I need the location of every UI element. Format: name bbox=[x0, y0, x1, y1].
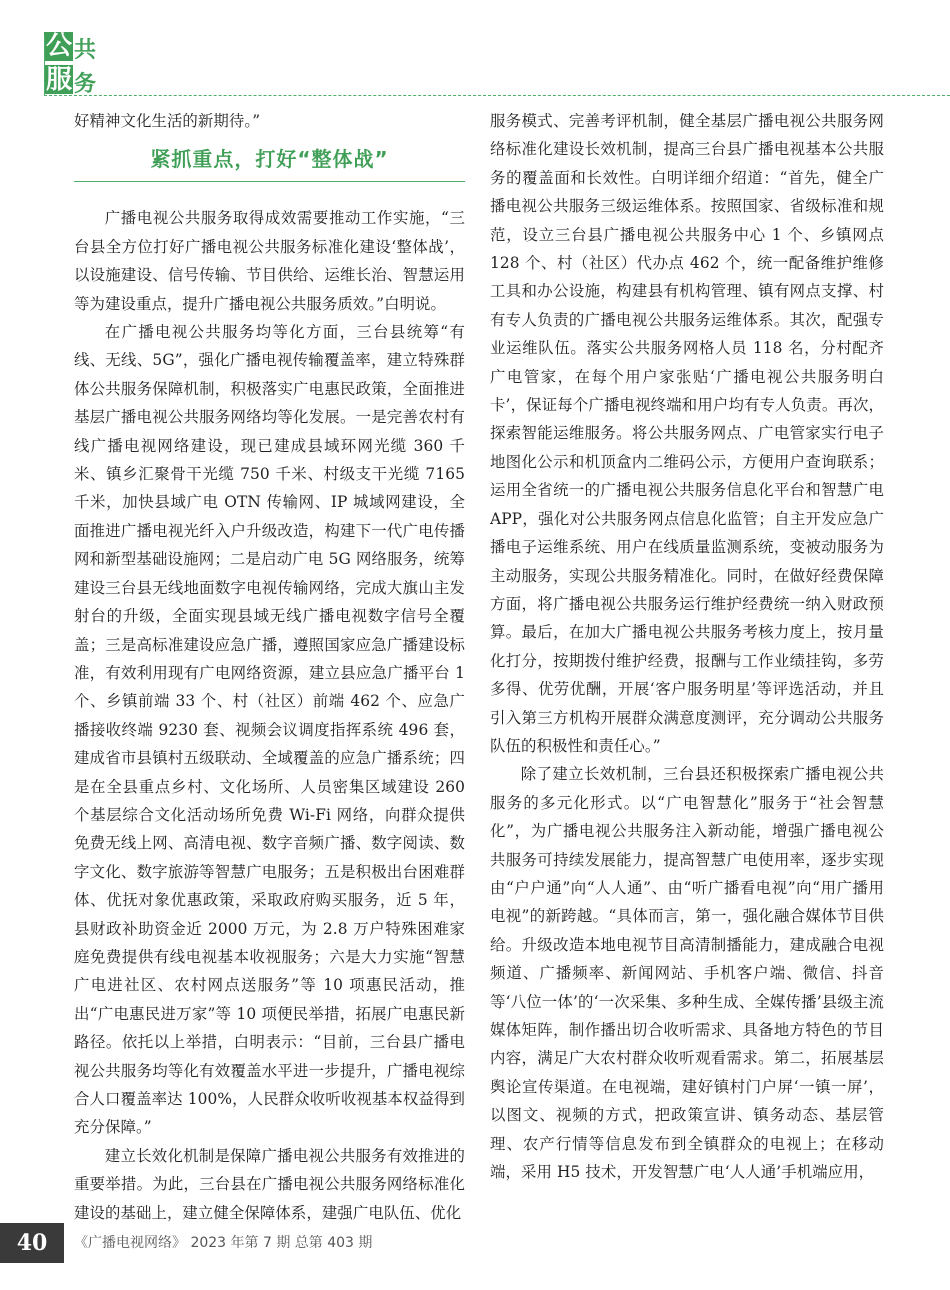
paragraph: 广播电视公共服务取得成效需要推动工作实施，“三台县全方位打好广播电视公共服务标准化建设‘整体战’，以设施建设、信号传输、节目供给、运维长治、智慧运用等为建设重点，提升广播电视公共服务质效。”白明说。 bbox=[74, 209, 465, 313]
left-column bbox=[74, 107, 465, 1227]
section-heading bbox=[74, 146, 465, 194]
right-column bbox=[490, 107, 884, 1186]
paragraph: 在广播电视公共服务均等化方面，三台县统筹“有线、无线、5G”，强化广播电视传输覆盖率，建立特殊群体公共服务保障机制，积极落实广电惠民政策，全面推进基层广播电视公共服务网络均等化发展。一是完善农村有线广播电视网络建设，现已建成县域环网光缆 360 千米、镇乡汇聚骨干光缆 750 千米、村级支干光缆 7165 千米，加快县域广电 OTN 传输网、IP 城域网建设，全面推进广播电视光纤入户升级改造，构建下一代广电传播网和新型基础设施网；二是启动广电 5G 网络服务，统筹建设三台县无线地面数字电视传输网络，完成大旗山主发射台的升级，全面实现县域无线广播电视数字信号全覆盖；三是高标准建设应急广播，遵照国家应急广播建设标准，有效利用现有广电网络资源，建立县应急广播平台 1 个、乡镇前端 33 个、村（社区）前端 462 个、应急广播接收终端 9230 套、视频会议调度指挥系统 496 套，建成省市县镇村五级联动、全域覆盖的应急广播系统；四是在全县重点乡村、文化场所、人员密集区域建设 260 个基层综合文化活动场所免费 Wi-Fi 网络，向群众提供免费无线上网、高清电视、数字音频广播、数字阅读、数字文化、数字旅游等智慧广电服务；五是积极出台困难群体、优抚对象优惠政策，采取政府购买服务，近 5 年，县财政补助资金近 2000 万元，为 2.8 万户特殊困难家庭免费提供有线电视基本收视服务；六是大力实施“智慧广电进社区、农村网点送服务”等 10 项惠民活动，推出“广电惠民进万家”等 10 项便民举措，拓展广电惠民新路径。依托以上举措，白明表示：“目前，三台县广播电视公共服务均等化有效覆盖水平进一步提升，广播电视综合人口覆盖率达 100%，人民群众收听收视基本权益得到充分保障。” bbox=[74, 323, 465, 1137]
paragraph-continued: 好精神文化生活的新期待。” bbox=[74, 112, 261, 130]
page-footer bbox=[0, 1223, 950, 1263]
paragraph-continued: 服务模式、完善考评机制，健全基层广播电视公共服务网络标准化建设长效机制，提高三台县广播电视基本公共服务的覆盖面和长效性。白明详细介绍道：“首先，健全广播电视公共服务三级运维体系。按照国家、省级标准和规范，设立三台县广播电视公共服务中心 1 个、乡镇网点 128 个、村（社区）代办点 462 个，统一配备维护维修工具和办公设施，构建县有机构管理、镇有网点支撑、村有专人负责的广播电视公共服务运维体系。其次，配强专业运维队伍。落实公共服务网格人员 118 名，分村配齐广电管家，在每个用户家张贴‘广播电视公共服务明白卡’，保证每个广播电视终端和用户均有专人负责。再次，探索智能运维服务。将公共服务网点、广电管家实行电子地图化公示和机顶盒内二维码公示，方便用户查询联系；运用全省统一的广播电视公共服务信息化平台和智慧广电 APP，强化对公共服务网点信息化监管；自主开发应急广播电子运维系统、用户在线质量监测系统，变被动服务为主动服务，实现公共服务精准化。同时，在做好经费保障方面，将广播电视公共服务运行维护经费统一纳入财政预算。最后，在加大广播电视公共服务考核力度上，按月量化打分，按期拨付维护经费，报酬与工作业绩挂钩，多劳多得、优劳优酬，开展‘客户服务明星’等评选活动，并且引入第三方机构开展群众满意度测评，充分调动公共服务队伍的积极性和责任心。” bbox=[490, 112, 884, 755]
section-logo bbox=[44, 30, 104, 100]
paragraph: 除了建立长效机制，三台县还积极探索广播电视公共服务的多元化形式。以“广电智慧化”服务于“社会智慧化”，为广播电视公共服务注入新动能，增强广播电视公共服务可持续发展能力，提高智慧广电使用率，逐步实现由“户户通”向“人人通”、由“听广播看电视”向“用广播用电视”的新跨越。“具体而言，第一，强化融合媒体节目供给。升级改造本地电视节目高清制播能力，建成融合电视频道、广播频率、新闻网站、手机客户端、微信、抖音等‘八位一体’的‘一次采集、多种生成、全媒传播’县级主流媒体矩阵，制作播出切合收听需求、具备地方特色的节目内容，满足广大农村群众收听观看需求。第二，拓展基层舆论宣传渠道。在电视端，建好镇村门户屏‘一镇一屏’，以图文、视频的方式，把政策宣讲、镇务动态、基层管理、农产行情等信息发布到全镇群众的电视上；在移动端，采用 H5 技术，开发智慧广电‘人人通’手机端应用， bbox=[490, 765, 884, 1182]
journal-info: 《广播电视网络》 2023 年第 7 期 总第 403 期 bbox=[74, 1235, 373, 1251]
logo-char-gong2: 共 bbox=[74, 38, 97, 63]
header-vertical-rule bbox=[44, 36, 45, 96]
section-title: 紧抓重点，打好“整体战” bbox=[150, 147, 389, 172]
logo-char-fu: 服 bbox=[46, 65, 73, 95]
page-number: 40 bbox=[0, 1223, 64, 1263]
logo-char-gong: 公 bbox=[46, 31, 73, 61]
logo-char-wu: 务 bbox=[74, 72, 97, 97]
header-dashed-rule bbox=[44, 95, 950, 96]
paragraph: 建立长效化机制是保障广播电视公共服务有效推进的重要举措。为此，三台县在广播电视公共服务网络标准化建设的基础上，建立健全保障体系，建强广电队伍、优化 bbox=[74, 1146, 465, 1222]
section-title-underline bbox=[74, 181, 465, 182]
